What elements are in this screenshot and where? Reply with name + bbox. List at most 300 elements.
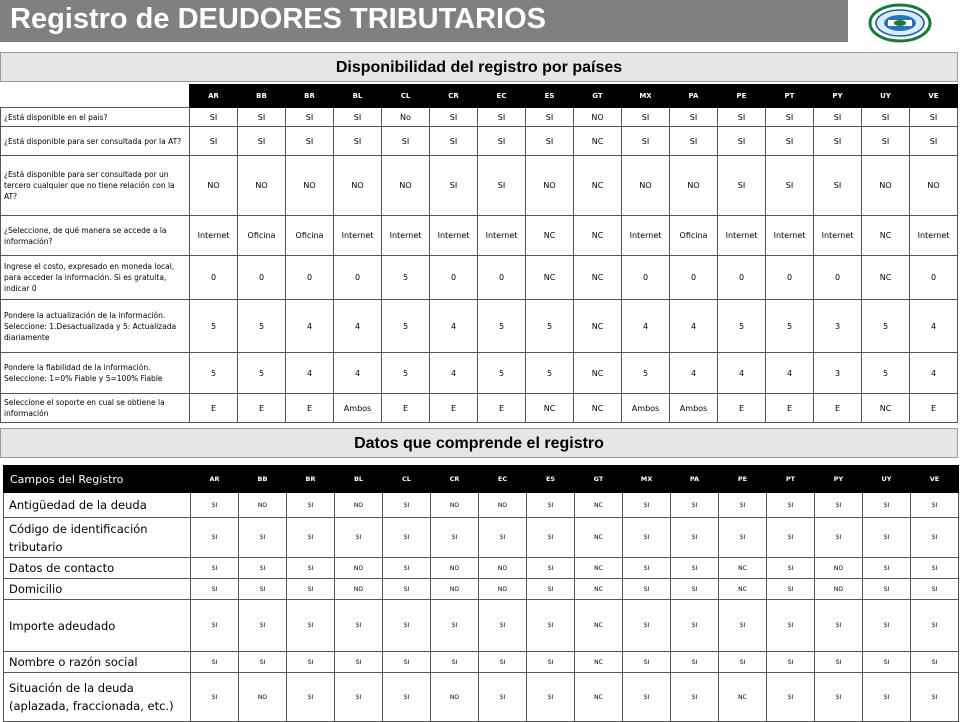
table-cell: 5 bbox=[478, 353, 526, 394]
table-cell: SI bbox=[767, 558, 815, 579]
table-cell: 4 bbox=[766, 353, 814, 394]
table-cell: Oficina bbox=[286, 216, 334, 256]
row-label: Ingrese el costo, expresado en moneda local, para acceder la información. Si es gratuita, indicar 0 bbox=[1, 256, 190, 300]
table-cell: SI bbox=[191, 579, 239, 600]
table-cell: 5 bbox=[382, 300, 430, 353]
table-cell: SI bbox=[671, 579, 719, 600]
table-cell: Internet bbox=[382, 216, 430, 256]
table-cell: SI bbox=[863, 518, 911, 558]
table-cell: SI bbox=[623, 600, 671, 652]
table-cell: NC bbox=[575, 518, 623, 558]
table-cell: SI bbox=[814, 156, 862, 216]
table-cell: NO bbox=[334, 156, 382, 216]
table-cell: NO bbox=[190, 156, 238, 216]
table-row bbox=[4, 673, 959, 722]
table-cell: E bbox=[382, 394, 430, 423]
table-row bbox=[1, 353, 958, 394]
table-cell: SI bbox=[911, 652, 959, 673]
table-cell: 5 bbox=[526, 353, 574, 394]
row-label: Domicilio bbox=[4, 579, 191, 600]
table-cell: 5 bbox=[622, 353, 670, 394]
table-cell: SI bbox=[623, 493, 671, 518]
table-cell: E bbox=[814, 394, 862, 423]
row-label: Seleccione el soporte en cual se obtiene la información bbox=[1, 394, 190, 423]
table-row bbox=[4, 652, 959, 673]
table-cell: NO bbox=[622, 156, 670, 216]
table-cell: SI bbox=[863, 600, 911, 652]
table-cell: NO bbox=[239, 493, 287, 518]
table-cell: SI bbox=[335, 600, 383, 652]
country-header: PT bbox=[767, 466, 815, 493]
table-cell: NC bbox=[575, 673, 623, 722]
country-header: PT bbox=[766, 85, 814, 108]
table-cell: SI bbox=[383, 652, 431, 673]
table-row bbox=[1, 216, 958, 256]
table-cell: SI bbox=[287, 673, 335, 722]
table-cell: SI bbox=[767, 518, 815, 558]
table-cell: SI bbox=[287, 652, 335, 673]
table-cell: 0 bbox=[622, 256, 670, 300]
table-cell: SI bbox=[767, 493, 815, 518]
table-row bbox=[4, 518, 959, 558]
table-cell: 5 bbox=[190, 353, 238, 394]
table-cell: 5 bbox=[238, 300, 286, 353]
table-cell: SI bbox=[335, 652, 383, 673]
country-header: BL bbox=[334, 85, 382, 108]
table-cell: SI bbox=[478, 127, 526, 156]
table-cell: 0 bbox=[814, 256, 862, 300]
table-cell: Internet bbox=[334, 216, 382, 256]
country-header: MX bbox=[623, 466, 671, 493]
table-cell: Oficina bbox=[670, 216, 718, 256]
country-header: GT bbox=[575, 466, 623, 493]
table-cell: E bbox=[910, 394, 958, 423]
table-cell: NC bbox=[574, 156, 622, 216]
row-label: ¿Está disponible en el país? bbox=[1, 108, 190, 127]
table-cell: 4 bbox=[334, 300, 382, 353]
table-cell: 5 bbox=[766, 300, 814, 353]
table-cell: NO bbox=[335, 579, 383, 600]
row-label: ¿Está disponible para ser consultada por un tercero cualquier que no tiene relación con la AT? bbox=[1, 156, 190, 216]
table-cell: Internet bbox=[910, 216, 958, 256]
country-header: CL bbox=[383, 466, 431, 493]
table-cell: SI bbox=[527, 493, 575, 518]
country-header: EC bbox=[479, 466, 527, 493]
country-header: BL bbox=[335, 466, 383, 493]
table-cell: SI bbox=[910, 127, 958, 156]
table-cell: SI bbox=[287, 579, 335, 600]
table-cell: Ambos bbox=[670, 394, 718, 423]
table-cell: SI bbox=[190, 108, 238, 127]
table-cell: NC bbox=[575, 579, 623, 600]
table-cell: SI bbox=[622, 108, 670, 127]
table-cell: NC bbox=[574, 256, 622, 300]
table-cell: SI bbox=[670, 127, 718, 156]
table-cell: Internet bbox=[190, 216, 238, 256]
table-cell: 0 bbox=[766, 256, 814, 300]
country-header: PA bbox=[671, 466, 719, 493]
table-cell: Internet bbox=[766, 216, 814, 256]
table-cell: SI bbox=[239, 600, 287, 652]
table-cell: SI bbox=[334, 108, 382, 127]
table-cell: NC bbox=[574, 353, 622, 394]
table-cell: SI bbox=[383, 579, 431, 600]
table-cell: NO bbox=[815, 579, 863, 600]
table-cell: NO bbox=[526, 156, 574, 216]
table-cell: SI bbox=[815, 493, 863, 518]
table-cell: Internet bbox=[814, 216, 862, 256]
row-label: Código de identificación tributario bbox=[4, 518, 191, 558]
table-cell: SI bbox=[238, 127, 286, 156]
country-header: PY bbox=[815, 466, 863, 493]
country-header: CR bbox=[431, 466, 479, 493]
table-cell: SI bbox=[719, 493, 767, 518]
table-cell: SI bbox=[815, 600, 863, 652]
country-header: PA bbox=[670, 85, 718, 108]
table-cell: SI bbox=[383, 600, 431, 652]
table-cell: NO bbox=[335, 558, 383, 579]
table-row bbox=[1, 256, 958, 300]
table-cell: 4 bbox=[430, 300, 478, 353]
table-cell: SI bbox=[335, 518, 383, 558]
table-corner bbox=[1, 85, 190, 108]
table-cell: SI bbox=[334, 127, 382, 156]
table-cell: SI bbox=[863, 579, 911, 600]
table-cell: SI bbox=[479, 673, 527, 722]
table-cell: 3 bbox=[814, 353, 862, 394]
row-label: ¿Seleccione, de qué manera se accede a la información? bbox=[1, 216, 190, 256]
table-cell: SI bbox=[862, 127, 910, 156]
table-cell: NC bbox=[862, 216, 910, 256]
table-cell: SI bbox=[382, 127, 430, 156]
table-cell: 5 bbox=[382, 256, 430, 300]
table-cell: 5 bbox=[862, 300, 910, 353]
table-cell: SI bbox=[718, 156, 766, 216]
table-cell: SI bbox=[191, 600, 239, 652]
row-label: Pondere la actualización de la información. Seleccione: 1.Desactualizada y 5: Actualizada diariamente bbox=[1, 300, 190, 353]
table-row bbox=[4, 558, 959, 579]
table-cell: NC bbox=[575, 600, 623, 652]
row-label: Datos de contacto bbox=[4, 558, 191, 579]
table-cell: 5 bbox=[238, 353, 286, 394]
table-cell: NO bbox=[670, 156, 718, 216]
table-cell: SI bbox=[239, 652, 287, 673]
table-cell: SI bbox=[478, 156, 526, 216]
table-cell: SI bbox=[479, 518, 527, 558]
table-cell: NC bbox=[526, 216, 574, 256]
table-cell: 5 bbox=[190, 300, 238, 353]
table-cell: 0 bbox=[478, 256, 526, 300]
ciat-logo-icon bbox=[868, 3, 932, 43]
table-cell: SI bbox=[239, 518, 287, 558]
table-cell: SI bbox=[815, 673, 863, 722]
table-cell: NC bbox=[862, 394, 910, 423]
table-cell: SI bbox=[719, 600, 767, 652]
table-cell: 0 bbox=[190, 256, 238, 300]
table-cell: SI bbox=[431, 652, 479, 673]
table-cell: SI bbox=[335, 673, 383, 722]
row-label: Situación de la deuda (aplazada, fraccionada, etc.) bbox=[4, 673, 191, 722]
table-cell: NC bbox=[575, 652, 623, 673]
table-cell: 4 bbox=[334, 353, 382, 394]
table-cell: SI bbox=[862, 108, 910, 127]
row-label: Nombre o razón social bbox=[4, 652, 191, 673]
table-cell: 4 bbox=[718, 353, 766, 394]
table-cell: SI bbox=[911, 579, 959, 600]
table-cell: SI bbox=[191, 673, 239, 722]
table-cell: SI bbox=[623, 579, 671, 600]
table-cell: SI bbox=[238, 108, 286, 127]
country-header: CL bbox=[382, 85, 430, 108]
table-cell: SI bbox=[431, 518, 479, 558]
table-cell: SI bbox=[814, 127, 862, 156]
table-cell: SI bbox=[815, 518, 863, 558]
table-row bbox=[4, 579, 959, 600]
table-cell: NO bbox=[479, 493, 527, 518]
table-cell: 0 bbox=[430, 256, 478, 300]
section-availability-header: Disponibilidad del registro por países bbox=[0, 52, 958, 82]
table-cell: 4 bbox=[286, 353, 334, 394]
table-cell: No bbox=[382, 108, 430, 127]
table-cell: 4 bbox=[622, 300, 670, 353]
table-cell: SI bbox=[863, 673, 911, 722]
table-row bbox=[1, 108, 958, 127]
table-cell: NC bbox=[719, 579, 767, 600]
table-cell: SI bbox=[863, 652, 911, 673]
table-cell: NC bbox=[526, 394, 574, 423]
table-cell: SI bbox=[911, 600, 959, 652]
table-cell: SI bbox=[527, 652, 575, 673]
table-cell: SI bbox=[767, 600, 815, 652]
table-cell: SI bbox=[719, 518, 767, 558]
table-cell: SI bbox=[815, 652, 863, 673]
country-header: BR bbox=[286, 85, 334, 108]
table-cell: E bbox=[190, 394, 238, 423]
table-cell: SI bbox=[190, 127, 238, 156]
table-cell: SI bbox=[623, 652, 671, 673]
table-cell: Internet bbox=[622, 216, 670, 256]
table-cell: Internet bbox=[478, 216, 526, 256]
row-label: Antigüedad de la deuda bbox=[4, 493, 191, 518]
table-row bbox=[1, 127, 958, 156]
table-cell: 5 bbox=[526, 300, 574, 353]
table-cell: Ambos bbox=[622, 394, 670, 423]
table-cell: SI bbox=[767, 579, 815, 600]
table-cell: SI bbox=[623, 518, 671, 558]
country-header: VE bbox=[910, 85, 958, 108]
table-cell: Ambos bbox=[334, 394, 382, 423]
table-cell: NO bbox=[382, 156, 430, 216]
table-cell: NC bbox=[574, 216, 622, 256]
table-cell: SI bbox=[718, 127, 766, 156]
table-cell: 5 bbox=[382, 353, 430, 394]
table-cell: SI bbox=[671, 518, 719, 558]
row-label: Importe adeudado bbox=[4, 600, 191, 652]
table-cell: SI bbox=[287, 558, 335, 579]
table-cell: NO bbox=[238, 156, 286, 216]
table-cell: SI bbox=[430, 127, 478, 156]
table-cell: Internet bbox=[430, 216, 478, 256]
table-cell: NO bbox=[910, 156, 958, 216]
table-cell: SI bbox=[526, 127, 574, 156]
country-header: AR bbox=[190, 85, 238, 108]
table-cell: SI bbox=[814, 108, 862, 127]
table-cell: NC bbox=[574, 300, 622, 353]
table-cell: NC bbox=[719, 673, 767, 722]
table-cell: NC bbox=[575, 558, 623, 579]
table-row bbox=[1, 300, 958, 353]
table-cell: SI bbox=[911, 493, 959, 518]
table-cell: NO bbox=[335, 493, 383, 518]
table-cell: 4 bbox=[286, 300, 334, 353]
country-header: ES bbox=[527, 466, 575, 493]
table-cell: 4 bbox=[910, 300, 958, 353]
table-cell: E bbox=[718, 394, 766, 423]
table-cell: 5 bbox=[478, 300, 526, 353]
row-label: Pondere la fiabilidad de la información. Seleccione: 1=0% Fiable y 5=100% Fiable bbox=[1, 353, 190, 394]
table-cell: SI bbox=[527, 518, 575, 558]
table-cell: NO bbox=[431, 673, 479, 722]
table-cell: SI bbox=[287, 493, 335, 518]
table-cell: SI bbox=[383, 493, 431, 518]
country-header: VE bbox=[911, 466, 959, 493]
country-header: PE bbox=[719, 466, 767, 493]
table-cell: 0 bbox=[238, 256, 286, 300]
table-cell: SI bbox=[671, 558, 719, 579]
table-cell: SI bbox=[863, 558, 911, 579]
country-header: ES bbox=[526, 85, 574, 108]
page-title: Registro de DEUDORES TRIBUTARIOS bbox=[10, 3, 547, 35]
fields-header: Campos del Registro bbox=[4, 466, 191, 493]
table-cell: SI bbox=[383, 518, 431, 558]
country-header: GT bbox=[574, 85, 622, 108]
table-cell: 0 bbox=[286, 256, 334, 300]
table-cell: NO bbox=[431, 493, 479, 518]
table-cell: SI bbox=[910, 108, 958, 127]
table-cell: SI bbox=[239, 579, 287, 600]
table-cell: SI bbox=[430, 156, 478, 216]
country-header: CR bbox=[430, 85, 478, 108]
table-cell: SI bbox=[863, 493, 911, 518]
table-cell: NC bbox=[719, 558, 767, 579]
section-data-header: Datos que comprende el registro bbox=[0, 428, 958, 458]
table-cell: SI bbox=[766, 127, 814, 156]
table-cell: SI bbox=[911, 518, 959, 558]
table-cell: NC bbox=[575, 493, 623, 518]
table-cell: SI bbox=[767, 673, 815, 722]
table-cell: SI bbox=[478, 108, 526, 127]
registry-fields-table bbox=[3, 465, 959, 722]
table-cell: NC bbox=[574, 394, 622, 423]
table-cell: NC bbox=[862, 256, 910, 300]
title-bar bbox=[0, 0, 848, 42]
table-cell: SI bbox=[286, 108, 334, 127]
table-cell: SI bbox=[527, 600, 575, 652]
table-row bbox=[1, 156, 958, 216]
table-cell: E bbox=[766, 394, 814, 423]
table-cell: E bbox=[430, 394, 478, 423]
table-cell: SI bbox=[766, 156, 814, 216]
table-cell: SI bbox=[622, 127, 670, 156]
table-cell: NO bbox=[479, 579, 527, 600]
table-cell: SI bbox=[527, 579, 575, 600]
country-header: BB bbox=[239, 466, 287, 493]
table-cell: NO bbox=[431, 558, 479, 579]
table-cell: SI bbox=[767, 652, 815, 673]
table-cell: NC bbox=[526, 256, 574, 300]
table-cell: E bbox=[238, 394, 286, 423]
table-cell: 0 bbox=[910, 256, 958, 300]
table-cell: 0 bbox=[670, 256, 718, 300]
table-cell: SI bbox=[287, 600, 335, 652]
table-cell: SI bbox=[670, 108, 718, 127]
table-cell: SI bbox=[191, 518, 239, 558]
country-header: BR bbox=[287, 466, 335, 493]
table-cell: NO bbox=[479, 558, 527, 579]
country-header: UY bbox=[862, 85, 910, 108]
table-cell: SI bbox=[911, 558, 959, 579]
table-cell: SI bbox=[383, 558, 431, 579]
country-header: EC bbox=[478, 85, 526, 108]
table-cell: SI bbox=[718, 108, 766, 127]
country-header: PY bbox=[814, 85, 862, 108]
table-cell: SI bbox=[431, 600, 479, 652]
table-cell: 0 bbox=[334, 256, 382, 300]
country-header: MX bbox=[622, 85, 670, 108]
table-cell: SI bbox=[527, 673, 575, 722]
table-cell: SI bbox=[479, 652, 527, 673]
table-cell: NO bbox=[815, 558, 863, 579]
table-cell: SI bbox=[527, 558, 575, 579]
table-cell: 0 bbox=[718, 256, 766, 300]
table-cell: NO bbox=[431, 579, 479, 600]
table-cell: NO bbox=[286, 156, 334, 216]
table-cell: SI bbox=[191, 493, 239, 518]
table-cell: NO bbox=[862, 156, 910, 216]
country-header: PE bbox=[718, 85, 766, 108]
table-cell: Internet bbox=[718, 216, 766, 256]
table-cell: SI bbox=[911, 673, 959, 722]
table-cell: 4 bbox=[670, 300, 718, 353]
table-cell: SI bbox=[623, 558, 671, 579]
table-row bbox=[4, 493, 959, 518]
availability-table bbox=[0, 84, 958, 423]
row-label: ¿Está disponible para ser consultada por la AT? bbox=[1, 127, 190, 156]
country-header: UY bbox=[863, 466, 911, 493]
table-cell: E bbox=[478, 394, 526, 423]
table-cell: Oficina bbox=[238, 216, 286, 256]
table-cell: 4 bbox=[430, 353, 478, 394]
table-cell: SI bbox=[671, 600, 719, 652]
table-cell: SI bbox=[286, 127, 334, 156]
table-cell: SI bbox=[671, 673, 719, 722]
table-row bbox=[1, 394, 958, 423]
table-cell: SI bbox=[479, 600, 527, 652]
table-row bbox=[4, 600, 959, 652]
table-cell: SI bbox=[383, 673, 431, 722]
table-cell: SI bbox=[191, 558, 239, 579]
table-cell: SI bbox=[766, 108, 814, 127]
table-cell: SI bbox=[671, 493, 719, 518]
table-cell: NC bbox=[574, 127, 622, 156]
table-cell: SI bbox=[623, 673, 671, 722]
table-cell: 5 bbox=[718, 300, 766, 353]
table-cell: 3 bbox=[814, 300, 862, 353]
table-cell: SI bbox=[671, 652, 719, 673]
table-cell: SI bbox=[239, 558, 287, 579]
table-cell: SI bbox=[430, 108, 478, 127]
table-cell: 4 bbox=[910, 353, 958, 394]
